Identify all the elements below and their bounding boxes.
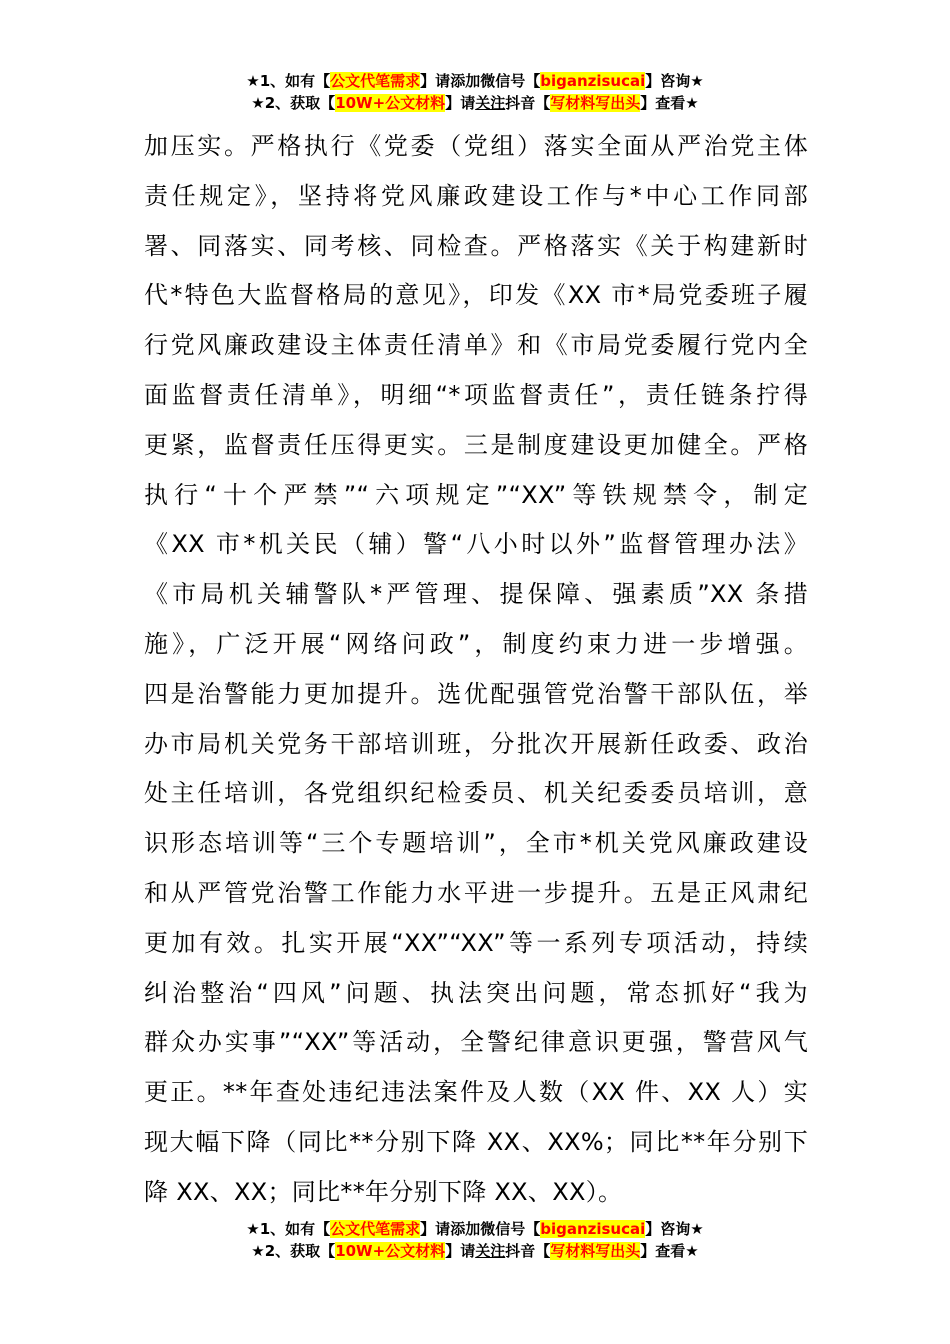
body-line: 更正。**年查处违纪违法案件及人数（XX 件、XX 人）实 xyxy=(144,1078,808,1107)
banner-text: 抖音【 xyxy=(505,94,551,112)
banner-text: 】请 xyxy=(445,1242,476,1260)
banner-highlight: 公文代笔需求 xyxy=(330,72,421,90)
body-line: 行党风廉政建设主体责任清单》和《市局党委履行党内全 xyxy=(144,331,808,360)
banner-highlight: 公文代笔需求 xyxy=(330,1220,421,1238)
banner-line-2 xyxy=(0,92,950,114)
body-line: 处主任培训，各党组织纪检委员、机关纪委委员培训，意 xyxy=(144,779,808,808)
banner-line-1 xyxy=(0,1218,950,1240)
banner-text: 】咨询★ xyxy=(645,72,704,90)
body-line: 署、同落实、同考核、同检查。严格落实《关于构建新时 xyxy=(144,231,808,260)
body-line: 面监督责任清单》，明细“*项监督责任”，责任链条拧得 xyxy=(144,380,808,409)
body-line: 四是治警能力更加提升。选优配强管党治警干部队伍，举 xyxy=(144,679,808,708)
body-line: 《市局机关辅警队*严管理、提保障、强素质”XX 条措 xyxy=(144,580,808,609)
banner-text: 】查看★ xyxy=(640,94,699,112)
banner-emphasis: 添加 xyxy=(450,72,481,90)
body-line: 现大幅下降（同比**分别下降 XX、XX%；同比**年分别下 xyxy=(144,1127,808,1156)
body-line: 责任规定》，坚持将党风廉政建设工作与*中心工作同部 xyxy=(144,181,808,210)
banner-emphasis: 关注 xyxy=(475,1242,506,1260)
footer-banner xyxy=(0,1218,950,1262)
body-line: 施》，广泛开展“网络问政”，制度约束力进一步增强。 xyxy=(144,629,808,658)
banner-emphasis: 添加 xyxy=(450,1220,481,1238)
banner-text: 抖音【 xyxy=(505,1242,551,1260)
body-line: 《XX 市*机关民（辅）警“八小时以外”监督管理办法》 xyxy=(144,530,808,559)
body-line: 执行“十个严禁”“六项规定”“XX”等铁规禁令，制定 xyxy=(144,480,808,509)
banner-line-2 xyxy=(0,1240,950,1262)
body-line: 和从严管党治警工作能力水平进一步提升。五是正风肃纪 xyxy=(144,878,808,907)
banner-text: ★2、获取【 xyxy=(251,94,336,112)
banner-text: 】咨询★ xyxy=(645,1220,704,1238)
banner-text: 】请 xyxy=(445,94,476,112)
body-line: 办市局机关党务干部培训班，分批次开展新任政委、政治 xyxy=(144,729,808,758)
banner-text: 】请 xyxy=(420,1220,451,1238)
body-line: 加压实。严格执行《党委（党组）落实全面从严治党主体 xyxy=(144,132,808,160)
header-banner xyxy=(0,70,950,114)
body-line: 群众办实事”“XX”等活动，全警纪律意识更强，警营风气 xyxy=(144,1028,808,1057)
banner-text: 微信号【 xyxy=(480,72,541,90)
banner-text: 】查看★ xyxy=(640,1242,699,1260)
banner-text: 微信号【 xyxy=(480,1220,541,1238)
body-line-last: 降 XX、XX；同比**年分别下降 XX、XX）。 xyxy=(144,1177,623,1206)
banner-highlight: biganzisucai xyxy=(540,72,646,90)
banner-emphasis: 关注 xyxy=(475,94,506,112)
banner-highlight: 写材料写出头 xyxy=(550,94,641,112)
banner-text: ★1、如有【 xyxy=(246,1220,331,1238)
body-line: 代*特色大监督格局的意见》，印发《XX 市*局党委班子履 xyxy=(144,281,808,310)
body-line: 更紧，监督责任压得更实。三是制度建设更加健全。严格 xyxy=(144,430,808,459)
banner-text: ★1、如有【 xyxy=(246,72,331,90)
banner-text: ★2、获取【 xyxy=(251,1242,336,1260)
banner-highlight: 写材料写出头 xyxy=(550,1242,641,1260)
banner-line-1 xyxy=(0,70,950,92)
banner-highlight: biganzisucai xyxy=(540,1220,646,1238)
body-line: 更加有效。扎实开展“XX”“XX”等一系列专项活动，持续 xyxy=(144,928,808,957)
banner-highlight: 10W+公文材料 xyxy=(335,94,446,112)
banner-text: 】请 xyxy=(420,72,451,90)
banner-highlight: 10W+公文材料 xyxy=(335,1242,446,1260)
document-body xyxy=(144,122,808,1218)
body-line: 纠治整治“四风”问题、执法突出问题，常态抓好“我为 xyxy=(144,978,808,1007)
body-line: 识形态培训等“三个专题培训”，全市*机关党风廉政建设 xyxy=(144,829,808,858)
